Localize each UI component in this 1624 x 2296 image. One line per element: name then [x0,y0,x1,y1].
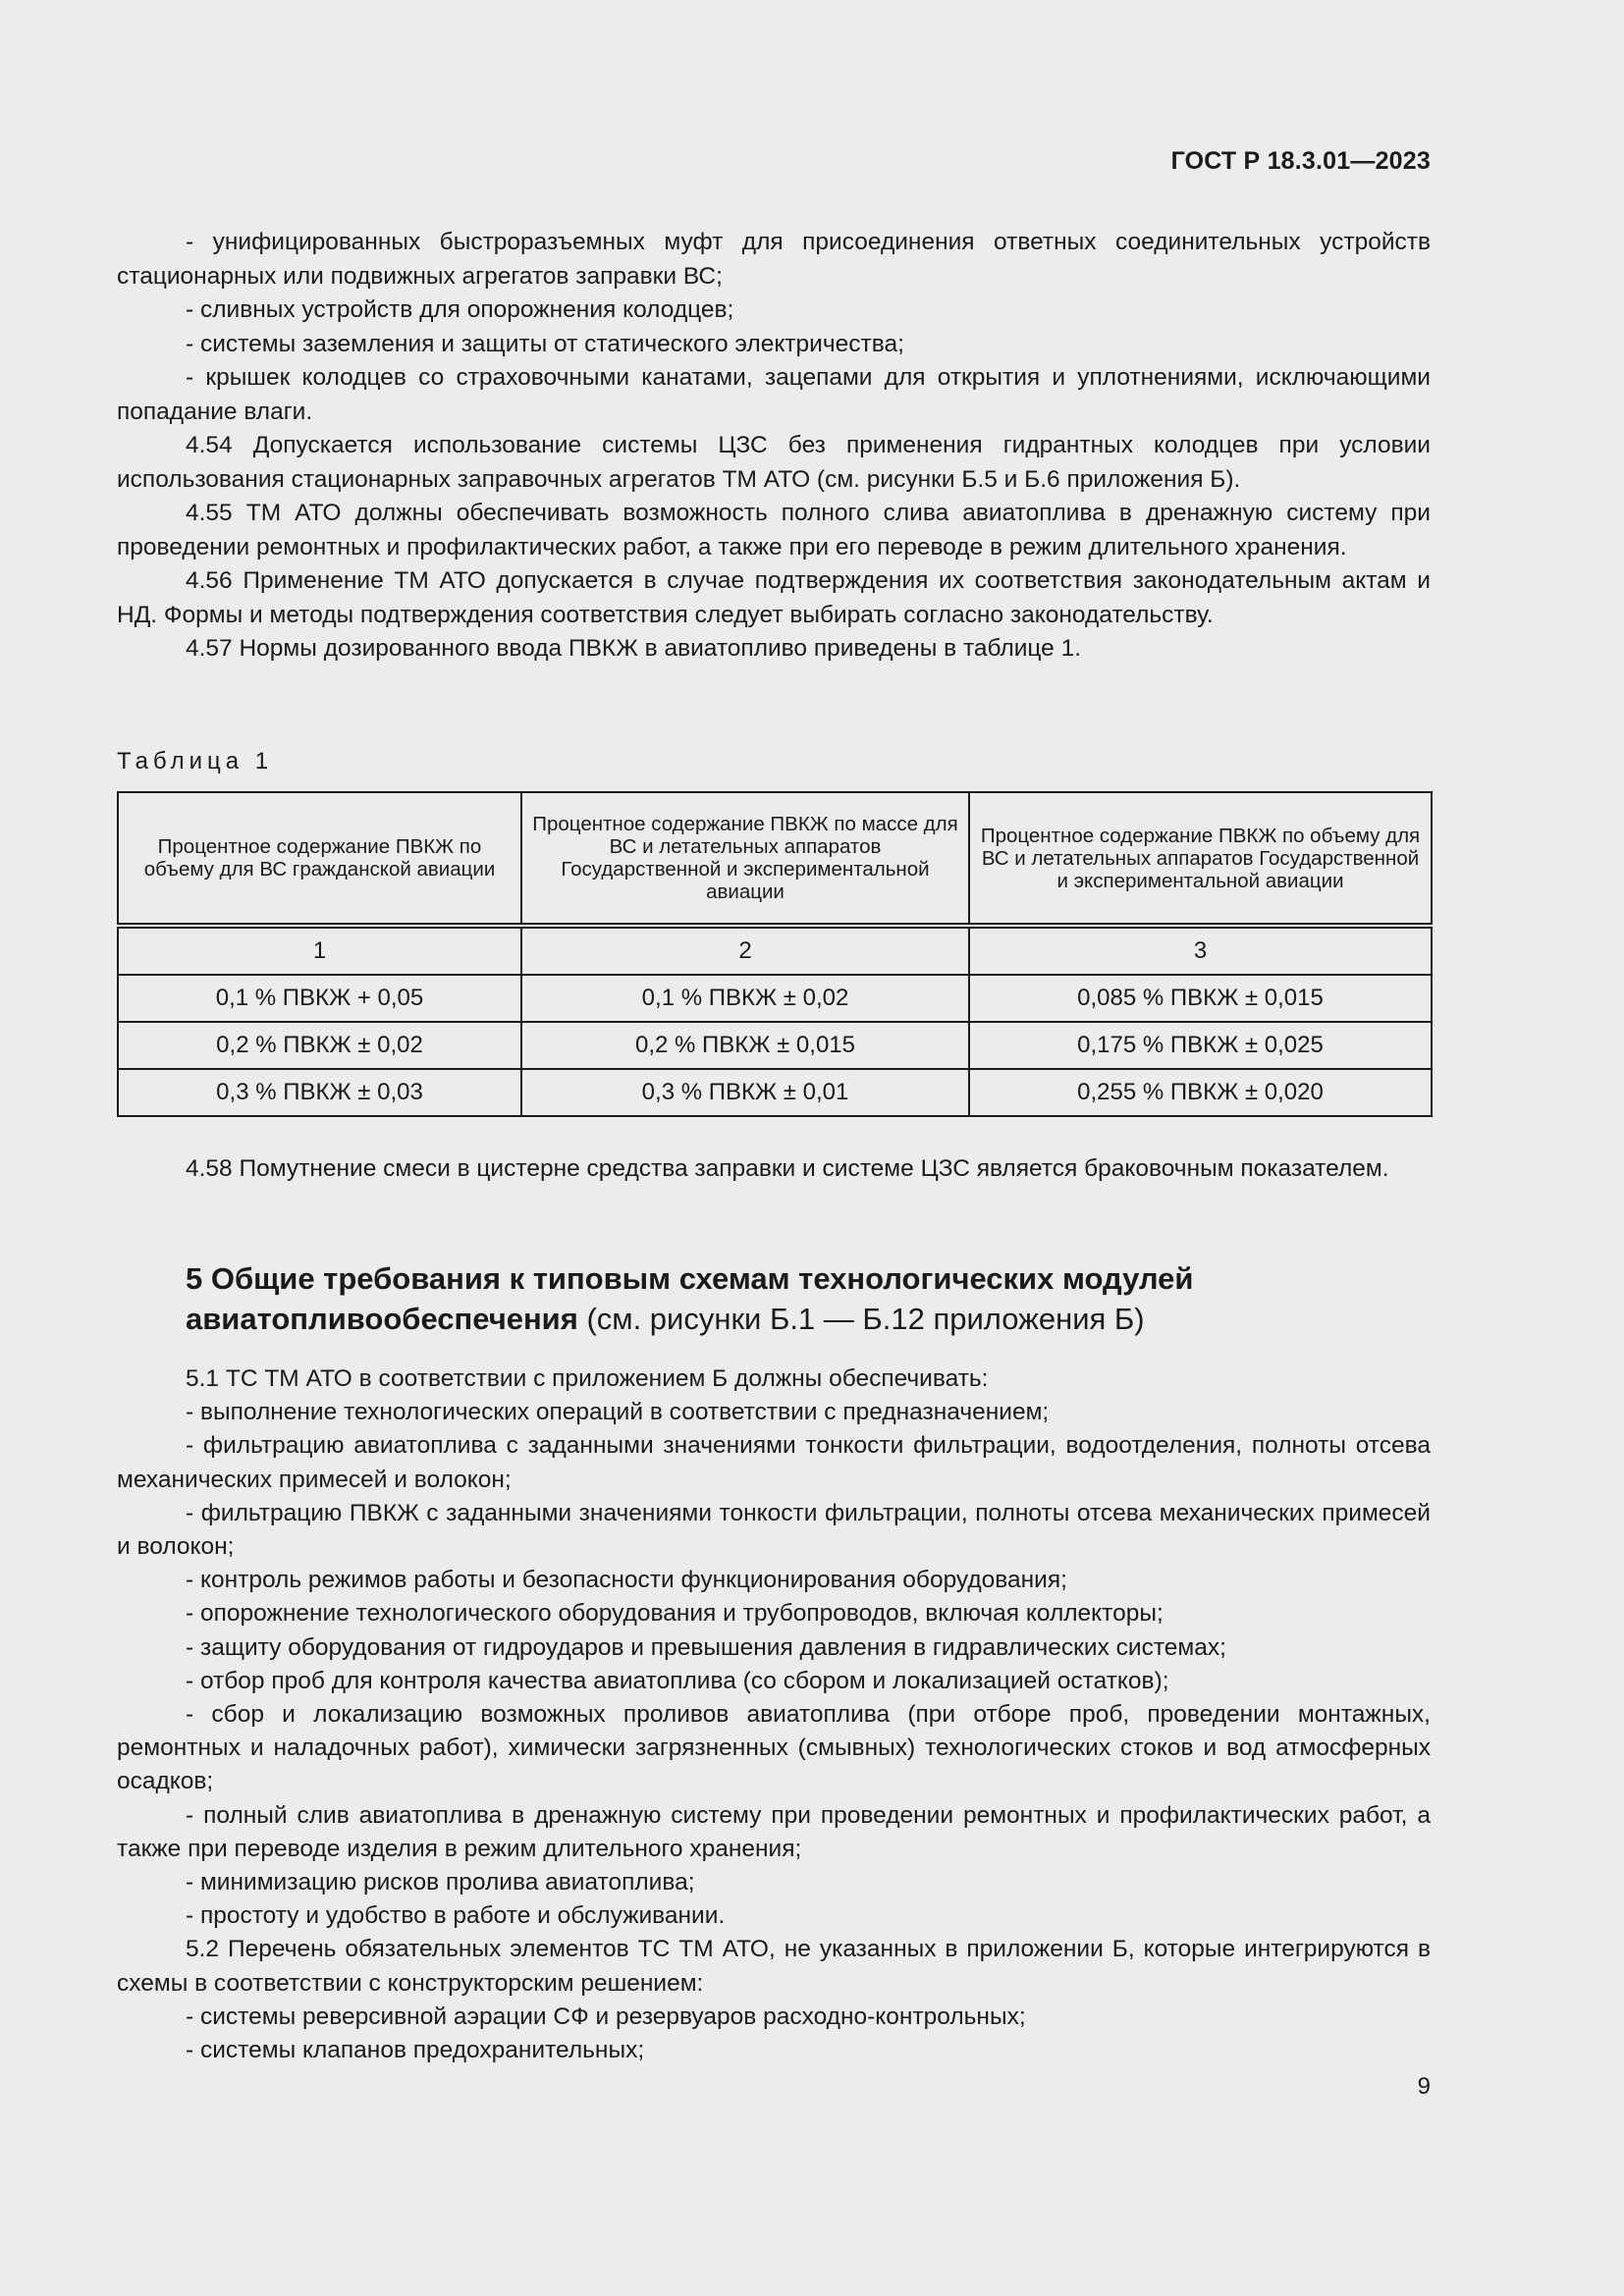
table-cell: 0,3 % ПВКЖ ± 0,01 [521,1069,969,1116]
paragraph: 4.55 ТМ АТО должны обеспечивать возможность полного слива авиатоплива в дренажную систему при проведении ремонтных и профилактических работ, а также при его переводе в режим длительного хранения. [117,500,1431,561]
table-header-cell: Процентное содержание ПВКЖ по объему для ВС гражданской авиации [118,792,521,926]
paragraph: - опорожнение технологического оборудования и трубопроводов, включая коллекторы; [186,1600,1164,1628]
table-column-number-row [118,926,1432,975]
paragraph: - минимизацию рисков пролива авиатоплива; [186,1869,695,1896]
table-cell: 0,1 % ПВКЖ + 0,05 [118,975,521,1022]
section-heading-reference: (см. рисунки Б.1 — Б.12 приложения Б) [577,1302,1145,1336]
paragraph: - крышек колодцев со страховочными канатами, зацепами для открытия и уплотнениями, исключающими попадание влаги. [117,364,1431,425]
table-cell: 1 [118,926,521,975]
paragraph: 5.1 ТС ТМ АТО в соответствии с приложением Б должны обеспечивать: [186,1365,989,1392]
table-row [118,975,1432,1022]
paragraph: - системы клапанов предохранительных; [186,2037,645,2064]
table-header-cell: Процентное содержание ПВКЖ по массе для ВС и летательных аппаратов Государственной и экспериментальной авиации [521,792,969,926]
table-cell: 0,3 % ПВКЖ ± 0,03 [118,1069,521,1116]
paragraph: - простоту и удобство в работе и обслуживании. [186,1902,726,1930]
paragraph: - системы реверсивной аэрации СФ и резервуаров расходно-контрольных; [186,2002,1026,2030]
paragraph: - унифицированных быстроразъемных муфт для присоединения ответных соединительных устройств стационарных или подвижных агрегатов заправки ВС; [117,229,1431,290]
table-cell: 3 [969,926,1432,975]
paragraph: - выполнение технологических операций в соответствии с предназначением; [186,1399,1050,1426]
table-cell: 0,1 % ПВКЖ ± 0,02 [521,975,969,1022]
paragraph: - контроль режимов работы и безопасности функционирования оборудования; [186,1567,1067,1594]
paragraph: - фильтрацию ПВКЖ с заданными значениями тонкости фильтрации, полноты отсева механических примесей и волокон; [117,1499,1431,1561]
paragraph: 4.57 Нормы дозированного ввода ПВКЖ в авиатопливо приведены в таблице 1. [186,635,1082,662]
paragraph: - системы заземления и защиты от статического электричества; [186,330,904,357]
paragraph: 4.54 Допускается использование системы ЦЗС без применения гидрантных колодцев при условии использования стационарных заправочных агрегатов ТМ АТО (см. рисунки Б.5 и Б.6 приложения Б). [117,432,1431,493]
section-heading-bold: 5 Общие требования к типовым схемам технологических модулей авиатопливообеспечения [186,1261,1194,1336]
document-code-header: ГОСТ Р 18.3.01—2023 [1170,147,1431,175]
table-cell: 0,175 % ПВКЖ ± 0,025 [969,1022,1432,1069]
paragraph: - сбор и локализацию возможных проливов авиатоплива (при отборе проб, проведении монтажных, ремонтных и наладочных работ), химически загрязненных (смывных) технологических стоков и вод атмосферных осадков; [117,1701,1431,1795]
table-header-cell: Процентное содержание ПВКЖ по объему для ВС и летательных аппаратов Государственной и экспериментальной авиации [969,792,1432,926]
paragraph: - сливных устройств для опорожнения колодцев; [186,296,734,323]
paragraph: 5.2 Перечень обязательных элементов ТС ТМ АТО, не указанных в приложении Б, которые интегрируются в схемы в соответствии с конструкторским решением: [117,1936,1431,1997]
table-cell: 2 [521,926,969,975]
table-cell: 0,2 % ПВКЖ ± 0,015 [521,1022,969,1069]
section-heading [186,1258,1431,1339]
paragraph: 4.58 Помутнение смеси в цистерне средства заправки и системе ЦЗС является браковочным показателем. [186,1155,1389,1182]
page-number: 9 [1417,2073,1431,2100]
table-cell: 0,085 % ПВКЖ ± 0,015 [969,975,1432,1022]
body-text-after-table [117,1152,1431,1187]
body-text-top [117,226,1431,667]
paragraph: 4.56 Применение ТМ АТО допускается в случае подтверждения их соответствия законодательным актам и НД. Формы и методы подтверждения соответствия следует выбирать согласно законодательству. [117,567,1431,628]
body-text-section [117,1362,1431,2067]
table-row [118,1022,1432,1069]
paragraph: - отбор проб для контроля качества авиатоплива (со сбором и локализацией остатков); [186,1667,1169,1694]
table-cell: 0,255 % ПВКЖ ± 0,020 [969,1069,1432,1116]
dosage-table [117,791,1433,1117]
table-cell: 0,2 % ПВКЖ ± 0,02 [118,1022,521,1069]
paragraph: - фильтрацию авиатоплива с заданными значениями тонкости фильтрации, водоотделения, полноты отсева механических примесей и волокон; [117,1432,1431,1493]
table-header-row [118,792,1432,926]
table-caption: Таблица 1 [117,748,274,774]
table-row [118,1069,1432,1116]
paragraph: - защиту оборудования от гидроударов и превышения давления в гидравлических системах; [186,1633,1226,1661]
paragraph: - полный слив авиатоплива в дренажную систему при проведении ремонтных и профилактических работ, а также при переводе изделия в режим длительного хранения; [117,1801,1431,1862]
